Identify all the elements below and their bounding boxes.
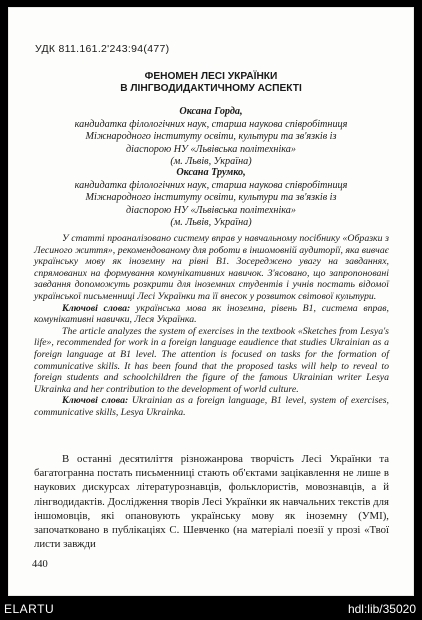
udk-code: УДК 811.161.2'243:94(477) — [35, 43, 170, 55]
keywords-ua-label: Ключові слова: — [62, 302, 131, 314]
author-affiliation-line: кандидатка філологічних наук, старша наукова співробітниця — [74, 179, 348, 191]
abstract-section — [34, 233, 389, 419]
author-affiliation-line: кандидатка філологічних наук, старша наукова співробітниця — [74, 118, 348, 130]
author-block-1 — [32, 106, 390, 169]
abstract-en: The article analyzes the system of exercises in the textbook «Sketches from Lesya's life», recommended for work in a foreign language eaudience that studies Ukrainian as a foreign language at B1 level. The attention is focused on tasks for the formation of communicative skills. It has been found that the proposed tasks will help to reveal to foreign students and schoolchildren the figure of the famous Ukrainian writer Lesya Ukrainka and her contribution to the development of world culture. — [34, 325, 389, 395]
author-city: (м. Львів, Україна) — [170, 156, 252, 168]
abstract-ua: У статті проаналізовано систему вправ у навчальному посібнику «Образки з Лесиного життя», рекомендованому для роботи в іншомовній аудиторії, яка вивчає українську мову як іноземну на рівні В1. Зосереджено увагу на завданнях, спрямованих на формування комунікативних навичок. З'ясовано, що запропоновані завдання допоможуть розкрити для іноземних студентів і учнів постать відомої української письменниці Лесі Українки та її внесок у розвиток світової культури. — [34, 233, 389, 302]
keywords-en — [34, 395, 389, 418]
author-affiliation-line: діаспорою НУ «Львівська політехніка» — [126, 143, 296, 155]
author-affiliation-line: діаспорою НУ «Львівська політехніка» — [126, 204, 296, 216]
document-page — [8, 7, 414, 596]
page-number: 440 — [32, 559, 48, 570]
author-name-2: Оксана Трумко, — [176, 167, 246, 178]
author-affiliation-line: Міжнародного інституту освіти, культури та зв'язків із — [85, 131, 337, 143]
footer-handle: hdl:lib/35020 — [347, 602, 416, 616]
keywords-en-text: Ukrainian as a foreign language, B1 level, system of exercises, communicative skills, Lesya Ukrainka. — [34, 395, 389, 418]
article-title-line-2: В ЛІНГВОДИДАКТИЧНОМУ АСПЕКТІ — [120, 83, 302, 94]
author-city: (м. Львів, Україна) — [170, 217, 252, 229]
footer-repository-name: ELARTU — [4, 602, 55, 616]
article-title-line-1: ФЕНОМЕН ЛЕСІ УКРАЇНКИ — [144, 71, 278, 82]
author-affiliation-line: Міжнародного інституту освіти, культури та зв'язків із — [85, 192, 337, 204]
keywords-ua-text: українська мова як іноземна, рівень В1, система вправ, комунікативні навички, Леся Українка. — [34, 302, 390, 326]
author-name-1: Оксана Горда, — [179, 106, 243, 117]
keywords-ua — [34, 303, 389, 326]
body-paragraph: В останні десятиліття різножанрова творчість Лесі Українки та багатогранна постать письменниці стають об'єктами зацікавлення не лише в наукових дискурсах літературознавців, фольклористів, мовознавців, а й лінгводидактів. Дослідження творів Лесі Українки як навчальних текстів для іншомовців, які опановують українську мову як іноземну (УМІ), започатковано в публікаціях С. Шевченко (на матеріалі поезії у прозі «Твої листи завжди — [34, 453, 389, 551]
keywords-en-label: Ключові слова: — [62, 395, 129, 407]
author-block-2 — [32, 167, 390, 230]
body-text — [34, 452, 389, 551]
